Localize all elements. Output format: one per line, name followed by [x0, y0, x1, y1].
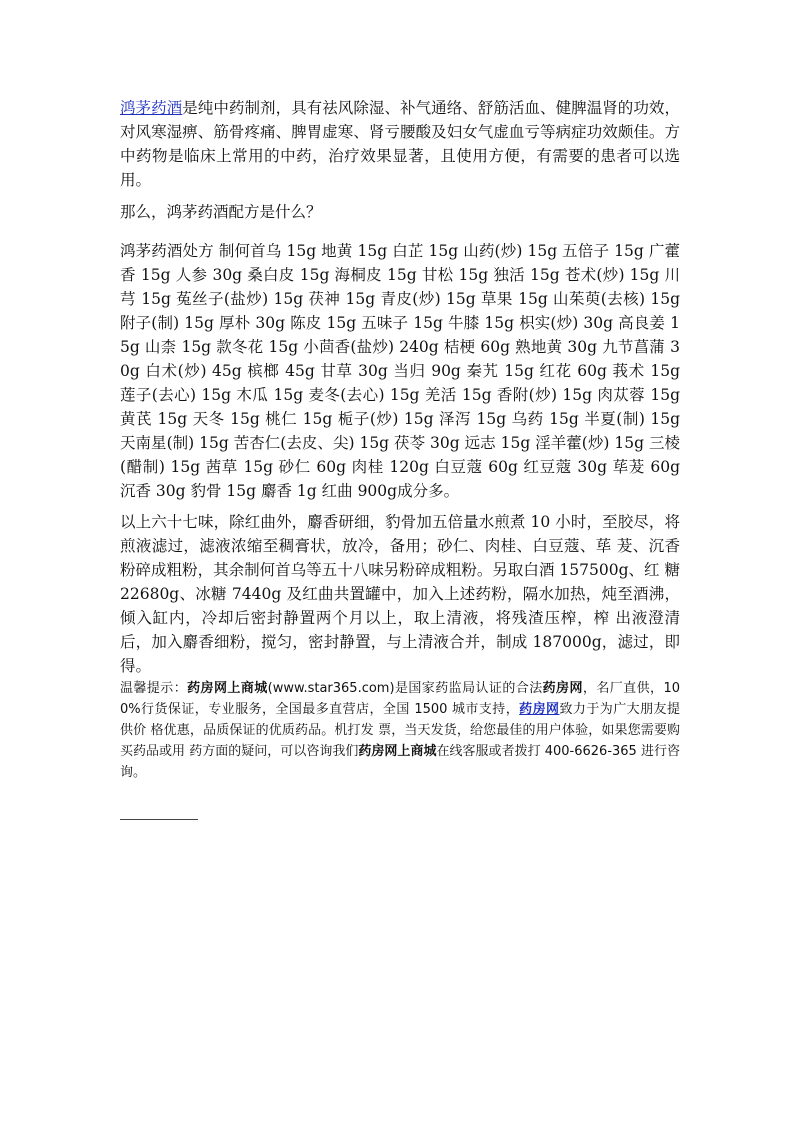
tip-text-3: 在线客服或者拨打 400-6626-365 进行咨询。	[120, 744, 680, 780]
question-paragraph: 那么，鸿茅药酒配方是什么？	[120, 203, 322, 221]
store-name-2: 药房网上商城	[358, 744, 437, 759]
intro-text: 是纯中药制剂，具有祛风除湿、补气通络、舒筋活血、健脾温肾的功效，对风寒湿痹、筋骨疼痛、脾胃虚寒、肾亏腰酸及妇女气虚血亏等病症功效颇佳。方中药物是临床上常用的中药，治疗效果显著，且使用方便，有需要的患者可以选用。	[120, 99, 680, 189]
tip-text-2: 致力于为广大朋友提 供价 格优惠，品质保证的优质药品。机打发 票，当天发货，给您最佳的用户体验，如果您需要购 买药品或用 药方面的疑问，可以咨询我们	[120, 702, 680, 759]
pharmacy-name: 药房网	[542, 681, 583, 696]
tip-text-1: ，名厂直供，100%行货保证，专业服务，全国最多直营店，全国 1500 城市支持，	[120, 681, 680, 717]
store-name: 药房网上商城	[187, 681, 268, 696]
tip-site: (www.star365.com)是国家药监局认证的合法	[267, 681, 543, 696]
tip-paragraph	[120, 678, 680, 783]
pharmacy-link[interactable]: 药房网	[519, 702, 560, 717]
tip-prefix: 温馨提示：	[120, 681, 188, 696]
method-paragraph: 以上六十七味，除红曲外，麝香研细，豹骨加五倍量水煎煮 10 小时，至胶尽，将煎液滤过，滤液浓缩至稠膏状，放冷，备用；砂仁、肉桂、白豆蔻、荜 茇、沉香粉碎成粗粉，其余制何首乌等五十八味另粉碎成粗粉。另取白酒 157500g、红 糖 22680g、冰糖 7440g 及红曲共置罐中，加入上述药粉，隔水加热，炖至酒沸，倾入缸内，冷却后密封静置两个月以上，取上清液，将残渣压榨，榨 出液澄清后，加入麝香细粉，搅匀，密封静置，与上清液合并，制成 187000g，滤过，即得。	[120, 513, 680, 675]
hongmao-yaojiu-link[interactable]: 鸿茅药酒	[120, 99, 183, 117]
formula-paragraph: 鸿茅药酒处方 制何首乌 15g 地黄 15g 白芷 15g 山药(炒) 15g 五倍子 15g 广藿香 15g 人参 30g 桑白皮 15g 海桐皮 15g 甘松 15g 独活 15g 苍术(炒) 15g 川芎 15g 菟丝子(盐炒) 15g 茯神 15g 青皮(炒) 15g 草果 15g 山茱萸(去核) 15g 附子(制) 15g 厚朴 30g 陈皮 15g 五味子 15g 牛膝 15g 枳实(炒) 30g 高良姜 15g 山柰 15g 款冬花 15g 小茴香(盐炒) 240g 桔梗 60g 熟地黄 30g 九节菖蒲 30g 白术(炒) 45g 槟榔 45g 甘草 30g 当归 90g 秦艽 15g 红花 60g 莪术 15g 莲子(去心) 15g 木瓜 15g 麦冬(去心) 15g 羌活 15g 香附(炒) 15g 肉苁蓉 15g 黄芪 15g 天冬 15g 桃仁 15g 栀子(炒) 15g 泽泻 15g 乌药 15g 半夏(制) 15g 天南星(制) 15g 苦杏仁(去皮、尖) 15g 茯苓 30g 远志 15g 淫羊藿(炒) 15g 三棱(醋制) 15g 茜草 15g 砂仁 60g 肉桂 120g 白豆蔻 60g 红豆蔻 30g 荜茇 60g 沉香 30g 豹骨 15g 麝香 1g 红曲 900g成分多。	[120, 242, 680, 500]
intro-paragraph	[120, 96, 680, 192]
footnote-divider	[120, 819, 198, 820]
